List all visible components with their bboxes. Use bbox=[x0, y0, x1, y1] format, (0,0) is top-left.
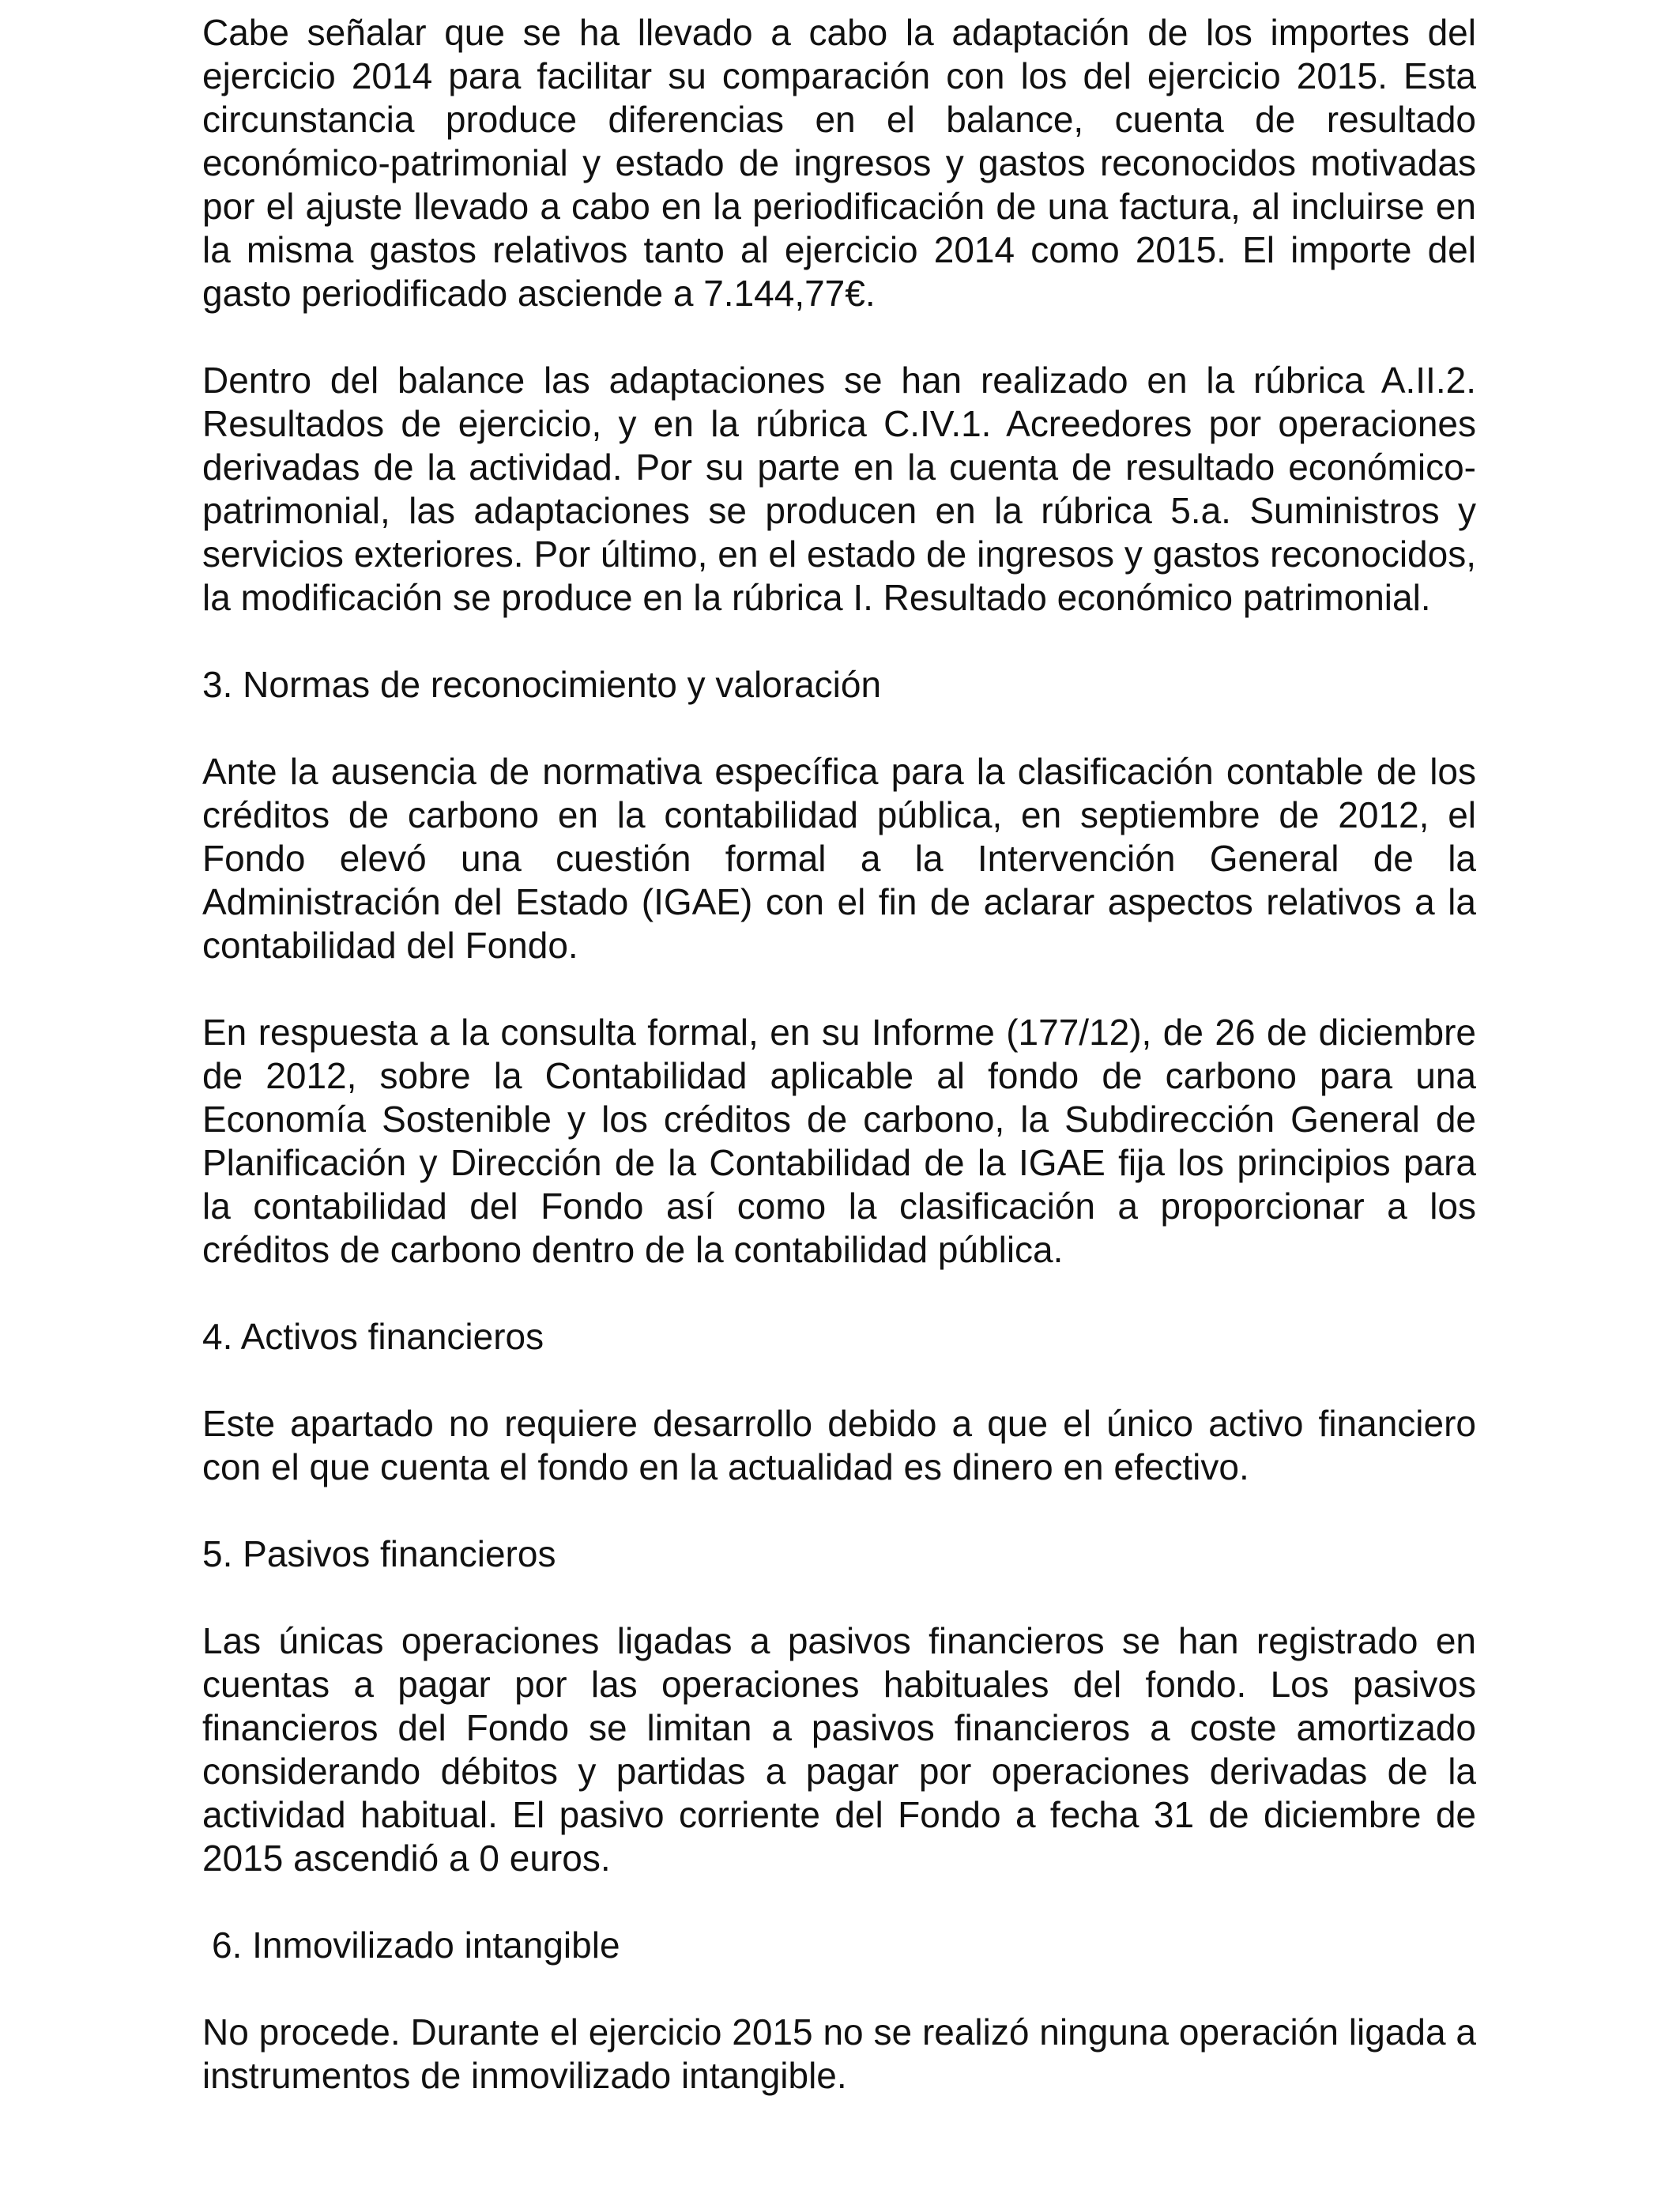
section-heading-inmovilizado: 6. Inmovilizado intangible bbox=[212, 1924, 620, 1966]
section-heading-activos: 4. Activos financieros bbox=[202, 1316, 544, 1357]
section-heading-normas: 3. Normas de reconocimiento y valoración bbox=[202, 664, 882, 705]
paragraph-respuesta-consulta: En respuesta a la consulta formal, en su Informe (177/12), de 26 de diciembre de 2012, sobre la Contabilidad aplicable al fondo de carbono para una Economía Sostenible y los créditos de carbono, la Subdirección General de Planificación y Dirección de la Contabilidad de la IGAE fija los principios para la contabilidad del Fondo así como la clasificación a proporcionar a los créditos de carbono dentro de la contabilidad pública. bbox=[202, 1012, 1476, 1270]
section-heading-pasivos: 5. Pasivos financieros bbox=[202, 1533, 556, 1574]
paragraph-adaptacion-importes: Cabe señalar que se ha llevado a cabo la adaptación de los importes del ejercicio 2014 para facilitar su comparación con los del ejercicio 2015. Esta circunstancia produce diferencias en el balance, cuenta de resultado económico-patrimonial y estado de ingresos y gastos reconocidos motivadas por el ajuste llevado a cabo en la periodificación de una factura, al incluirse en la misma gastos relativos tanto al ejercicio 2014 como 2015. El importe del gasto periodificado asciende a 7.144,77€. bbox=[202, 12, 1476, 314]
document-page bbox=[202, 11, 1476, 2141]
paragraph-ausencia-normativa: Ante la ausencia de normativa específica para la clasificación contable de los créditos de carbono en la contabilidad pública, en septiembre de 2012, el Fondo elevó una cuestión formal a la Intervención General de la Administración del Estado (IGAE) con el fin de aclarar aspectos relativos a la contabilidad del Fondo. bbox=[202, 751, 1476, 966]
paragraph-pasivos-financieros: Las únicas operaciones ligadas a pasivos financieros se han registrado en cuentas a pagar por las operaciones habituales del fondo. Los pasivos financieros del Fondo se limitan a pasivos financieros a coste amortizado considerando débitos y partidas a pagar por operaciones derivadas de la actividad habitual. El pasivo corriente del Fondo a fecha 31 de diciembre de 2015 ascendió a 0 euros. bbox=[202, 1620, 1476, 1879]
paragraph-inmovilizado-intangible: No procede. Durante el ejercicio 2015 no se realizó ninguna operación ligada a instrumentos de inmovilizado intangible. bbox=[202, 2011, 1476, 2096]
paragraph-adaptaciones-balance: Dentro del balance las adaptaciones se han realizado en la rúbrica A.II.2. Resultados de ejercicio, y en la rúbrica C.IV.1. Acreedores por operaciones derivadas de la actividad. Por su parte en la cuenta de resultado económico-patrimonial, las adaptaciones se producen en la rúbrica 5.a. Suministros y servicios exteriores. Por último, en el estado de ingresos y gastos reconocidos, la modificación se produce en la rúbrica I. Resultado económico patrimonial. bbox=[202, 360, 1476, 618]
paragraph-activos-financieros: Este apartado no requiere desarrollo debido a que el único activo financiero con el que cuenta el fondo en la actualidad es dinero en efectivo. bbox=[202, 1403, 1476, 1487]
